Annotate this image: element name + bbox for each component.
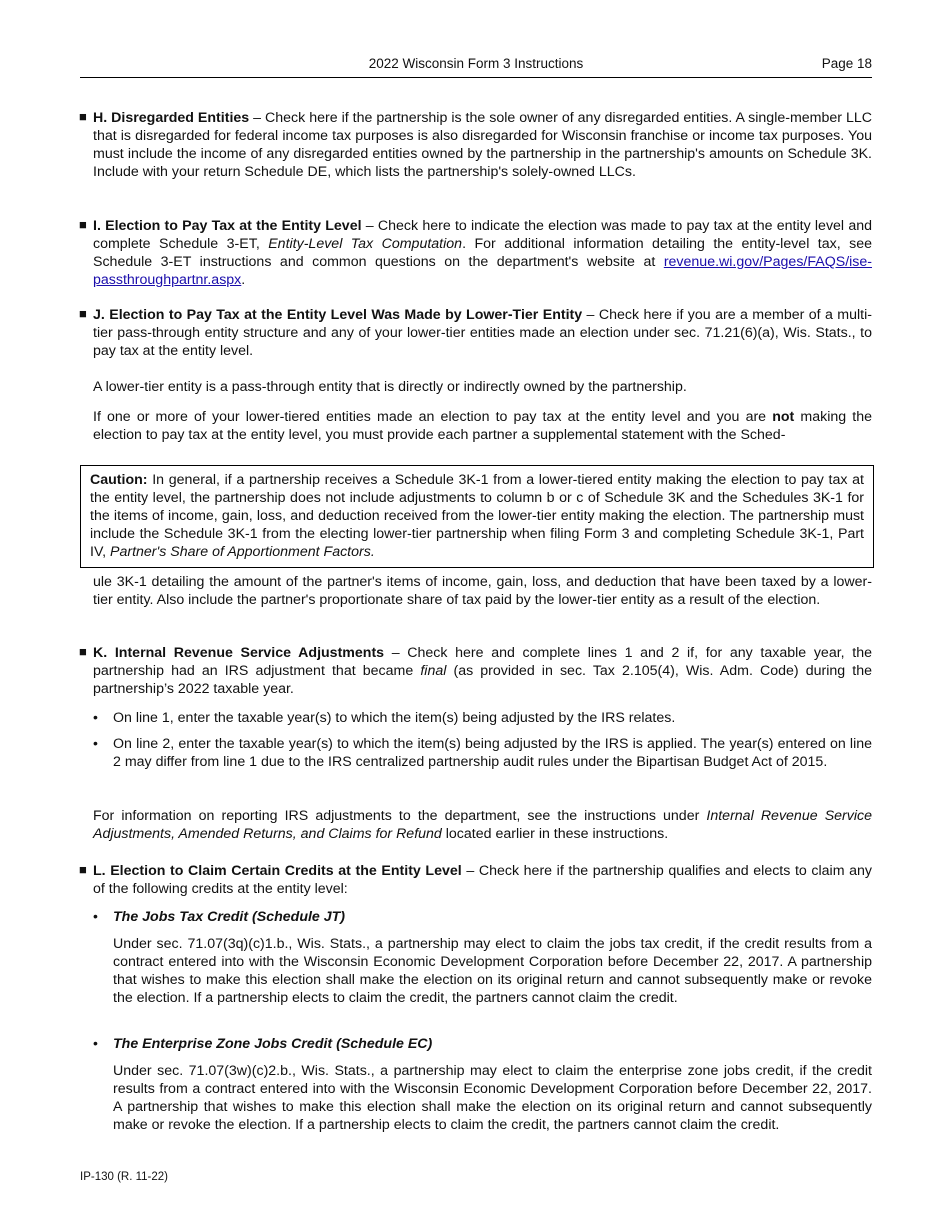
credit-2-text: Under sec. 71.07(3w)(c)2.b., Wis. Stats., a partnership may elect to claim the enterprise zone jobs credit, if the credit results from a contract entered into with the Wisconsin Economic Development Corporation before December 22, 2017. A partnership that wishes to make this election shall make the election on its original return and cannot subsequently make or revoke the election. If a partnership elects to claim the credit, the partners cannot claim the credit. (113, 1063, 872, 1133)
section-l-text: – Check here if the partnership qualifies and elects to claim any of the following credits at the entity level: (93, 863, 873, 897)
section-i-text-3: . (241, 272, 246, 288)
section-k-italic: final (420, 663, 447, 679)
section-k-info-italic: Internal Revenue Service Adjustments, Amended Returns, and Claims for Refund (93, 808, 872, 842)
section-j-para-3-continued: ule 3K-1 detailing the amount of the partner's items of income, gain, loss, and deduction that have been taxed by a lower-tier entity. Also include the partner's proportionate share of tax paid by the lower-tier entity as a result of the election. (93, 574, 872, 608)
section-k-bullet-1-text: On line 1, enter the taxable year(s) to which the item(s) being adjusted by the IRS relates. (113, 710, 676, 726)
section-k-info (80, 807, 872, 843)
square-bullet-icon: ■ (79, 306, 87, 321)
form-id-footer: IP-130 (R. 11-22) (80, 1171, 168, 1183)
credit-1-title: The Jobs Tax Credit (Schedule JT) (113, 909, 346, 925)
section-i-text-2: . For additional information detailing the entity-level tax, see Schedule 3-ET instructions and common questions on the department's website at (93, 236, 873, 270)
caution-text: In general, if a partnership receives a Schedule 3K-1 from a lower-tiered entity making the election to pay tax at the entity level, the partnership does not include adjustments to column b or c of Schedule 3K and the Schedules 3K-1 for the items of income, gain, loss, and deduction received from the lower-tier entity making the election. The partnership must include the Schedule 3K-1 from the electing lower-tier partnership when filing Form 3 and completing Schedule 3K-1, Part IV, (90, 472, 864, 560)
section-h (80, 109, 872, 181)
caution-italic: Partner's Share of Apportionment Factors. (110, 544, 375, 560)
section-j-para-3b: making the election to pay tax at the entity level, you must provide each partner a supplemental statement with the Sched- (93, 409, 872, 443)
section-i (80, 217, 872, 289)
credit-1 (80, 908, 872, 1007)
document-title: 2022 Wisconsin Form 3 Instructions (368, 56, 584, 71)
caution-box (80, 465, 874, 568)
caution-label: Caution: (90, 472, 148, 488)
credit-2 (80, 1035, 872, 1134)
section-h-heading: H. Disregarded Entities (93, 110, 250, 126)
page-header (80, 55, 872, 78)
section-k-info-text: For information on reporting IRS adjustments to the department, see the instructions under (93, 808, 707, 824)
section-i-heading: I. Election to Pay Tax at the Entity Level (93, 218, 362, 234)
section-l (80, 862, 872, 898)
section-j-text: – Check here if you are a member of a multi-tier pass-through entity structure and any of your lower-tier entities made an election under sec. 71.21(6)(a), Wis. Stats., to pay tax at the entity level. (93, 307, 872, 359)
section-i-text: – Check here to indicate the election was made to pay tax at the entity level and complete Schedule 3-ET, (93, 218, 872, 252)
page-number: Page 18 (821, 56, 872, 71)
section-k (80, 644, 872, 698)
section-j-para-2: A lower-tier entity is a pass-through entity that is directly or indirectly owned by the partnership. (93, 379, 687, 395)
section-i-italic: Entity-Level Tax Computation (268, 236, 463, 252)
section-k-heading: K. Internal Revenue Service Adjustments (93, 645, 385, 661)
section-k-info-text-2: located earlier in these instructions. (441, 826, 669, 842)
website-link[interactable]: revenue.wi.gov/Pages/FAQS/ise-passthroughpartnr.aspx (93, 254, 872, 288)
dot-bullet-icon: • (93, 709, 98, 725)
section-j-continued (80, 573, 872, 609)
dot-bullet-icon: • (93, 1035, 98, 1051)
section-k-bullet-2 (80, 735, 872, 771)
square-bullet-icon: ■ (79, 644, 87, 659)
square-bullet-icon: ■ (79, 862, 87, 877)
section-h-text: – Check here if the partnership is the sole owner of any disregarded entities. A single-member LLC that is disregarded for federal income tax purposes is also disregarded for Wisconsin franchise or income tax purposes. You must include the income of any disregarded entities owned by the partnership in the partnership's amounts on Schedule 3K. Include with your return Schedule DE, which lists the partnership's solely-owned LLCs. (93, 110, 872, 180)
square-bullet-icon: ■ (79, 109, 87, 124)
section-k-text: – Check here and complete lines 1 and 2 if, for any taxable year, the partnership had an IRS adjustment that became (93, 645, 872, 679)
dot-bullet-icon: • (93, 908, 98, 924)
section-k-bullet-1 (80, 709, 872, 727)
section-l-heading: L. Election to Claim Certain Credits at the Entity Level (93, 863, 462, 879)
credit-1-text: Under sec. 71.07(3q)(c)1.b., Wis. Stats., a partnership may elect to claim the jobs tax credit, if the credit results from a contract entered into with the Wisconsin Economic Development Corporation before December 22, 2017. A partnership that wishes to make this election shall make the election on its original return and cannot subsequently make or revoke the election. If a partnership elects to claim the credit, the partners cannot claim the credit. (113, 936, 872, 1006)
square-bullet-icon: ■ (79, 217, 87, 232)
dot-bullet-icon: • (93, 735, 98, 751)
section-j-para-3: If one or more of your lower-tiered entities made an election to pay tax at the entity level and you are (93, 409, 773, 425)
section-k-text-2: (as provided in sec. Tax 2.105(4), Wis. Adm. Code) during the partnership’s 2022 taxable year. (93, 663, 872, 697)
section-j (80, 306, 872, 444)
section-j-heading: J. Election to Pay Tax at the Entity Level Was Made by Lower-Tier Entity (93, 307, 583, 323)
credit-2-title: The Enterprise Zone Jobs Credit (Schedule EC) (113, 1036, 433, 1052)
section-k-bullet-2-text: On line 2, enter the taxable year(s) to which the item(s) being adjusted by the IRS is applied. The year(s) entered on line 2 may differ from line 1 due to the IRS centralized partnership audit rules under the Bipartisan Budget Act of 2015. (113, 736, 872, 770)
section-j-bold-not: not (772, 409, 795, 425)
